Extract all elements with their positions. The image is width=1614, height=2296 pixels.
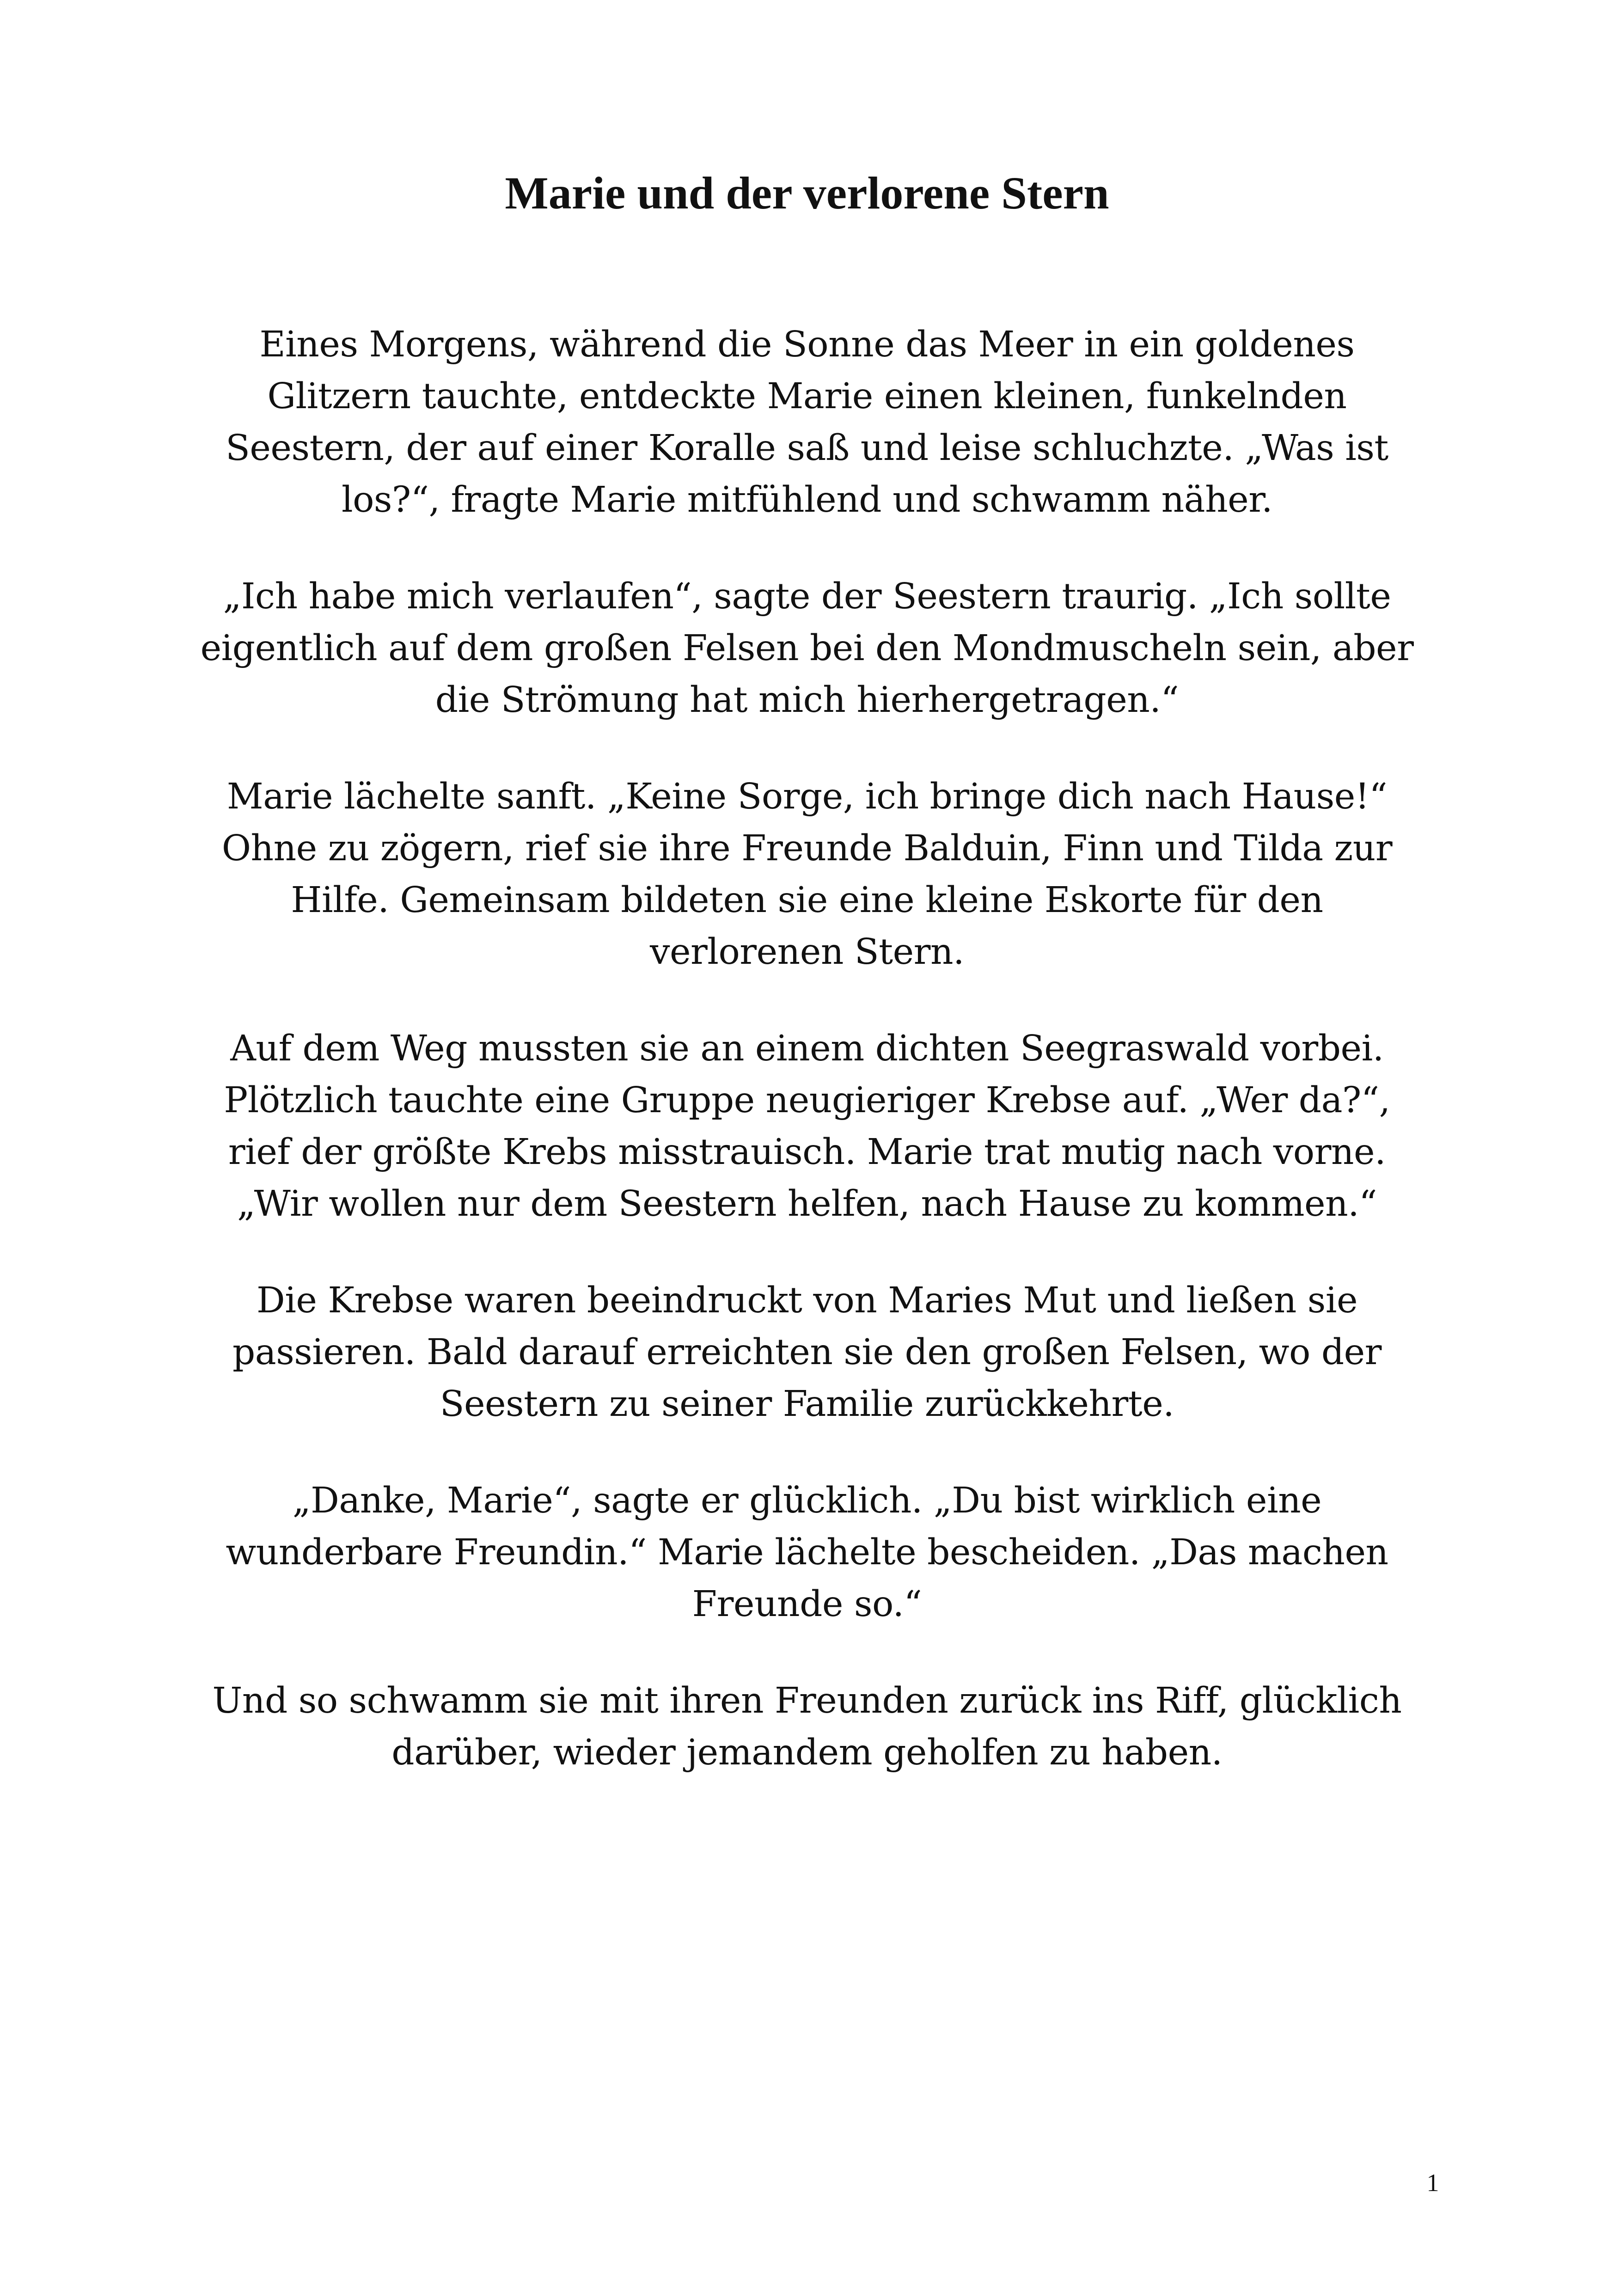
page-title: Marie und der verlorene Stern xyxy=(505,167,1109,219)
paragraph-4: Auf dem Weg mussten sie an einem dichten Seegraswald vorbei. Plötzlich tauchte eine Gruppe neugieriger Krebse auf. „Wer da?“, rief der größte Krebs misstrauisch. Marie trat mutig nach vorne. „Wir wollen nur dem Seestern helfen, nach Hause zu kommen.“ xyxy=(224,1028,1390,1225)
paragraph-5: Die Krebse waren beeindruckt von Maries Mut und ließen sie passieren. Bald darauf erreichten sie den großen Felsen, wo der Seestern zu seiner Familie zurückkehrte. xyxy=(232,1280,1382,1425)
story-body xyxy=(176,319,1438,1824)
paragraph-6: „Danke, Marie“, sagte er glücklich. „Du bist wirklich eine wunderbare Freundin.“ Marie lächelte bescheiden. „Das machen Freunde so.“ xyxy=(226,1480,1388,1625)
paragraph-1: Eines Morgens, während die Sonne das Meer in ein goldenes Glitzern tauchte, entdeckte Marie einen kleinen, funkelnden Seestern, der auf einer Koralle saß und leise schluchzte. „Was ist los?“, fragte Marie mitfühlend und schwamm näher. xyxy=(226,324,1388,520)
paragraph-7: Und so schwamm sie mit ihren Freunden zurück ins Riff, glücklich darüber, wieder jemandem geholfen zu haben. xyxy=(212,1680,1402,1773)
page-number: 1 xyxy=(1426,2169,1439,2197)
paragraph-2: „Ich habe mich verlaufen“, sagte der Seestern traurig. „Ich sollte eigentlich auf dem großen Felsen bei den Mondmuscheln sein, aber die Strömung hat mich hierhergetragen.“ xyxy=(200,576,1414,721)
paragraph-3: Marie lächelte sanft. „Keine Sorge, ich bringe dich nach Hause!“ Ohne zu zögern, rief sie ihre Freunde Balduin, Finn und Tilda zur Hilfe. Gemeinsam bildeten sie eine kleine Eskorte für den verlorenen Stern. xyxy=(221,776,1393,973)
